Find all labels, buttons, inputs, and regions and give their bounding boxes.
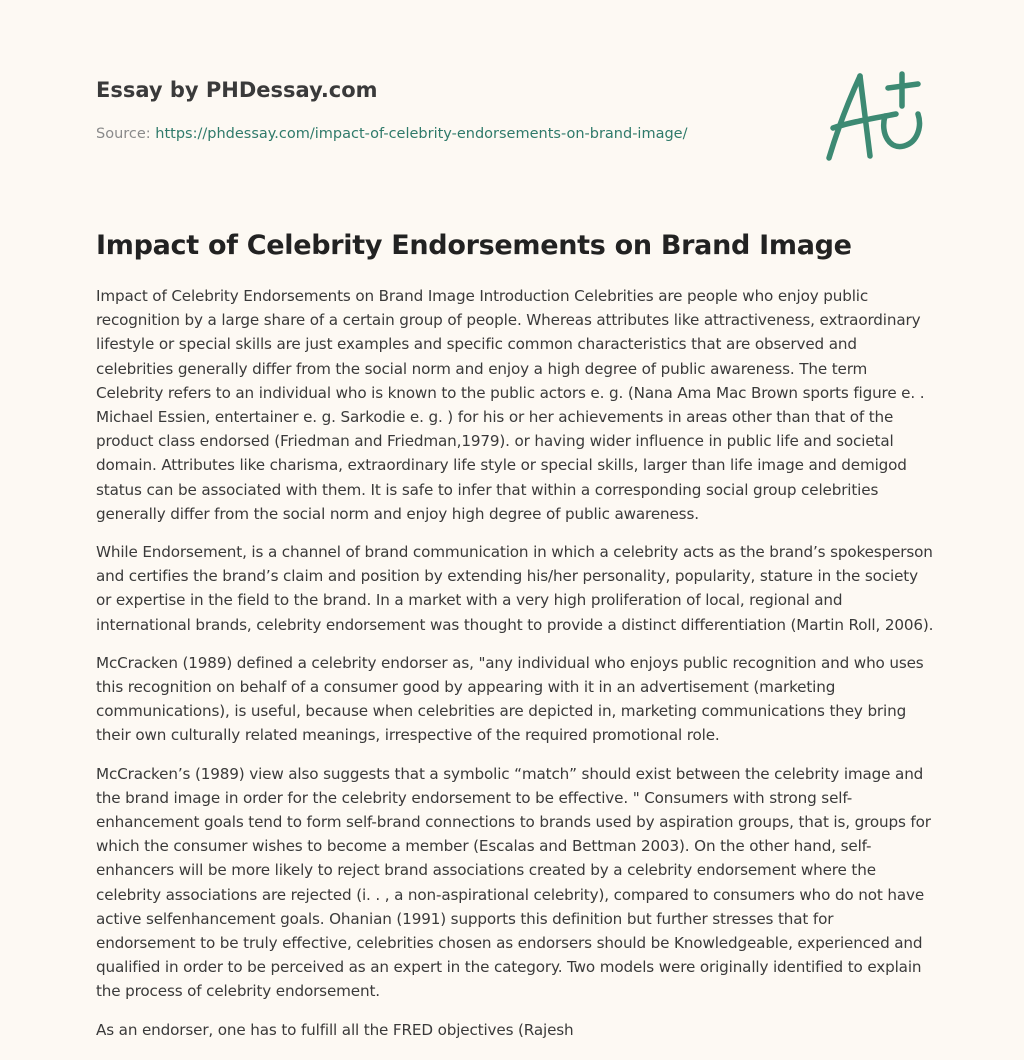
a-plus-logo-icon [818, 66, 934, 166]
paragraph: McCracken (1989) defined a celebrity endorser as, "any individual who enjoys public recognition and who uses this recognition on behalf of a consumer good by appearing with it in an advertisement (marketing communications), is useful, because when celebrities are depicted in, marketing communications they bring their own culturally related meanings, irrespective of the required promotional role. [96, 653, 924, 745]
source-line [96, 124, 796, 144]
paragraph: As an endorser, one has to fulfill all the FRED objectives (Rajesh [96, 1020, 574, 1039]
paragraph: While Endorsement, is a channel of brand communication in which a celebrity acts as the brand’s spokesperson and certifies the brand’s claim and position by extending his/her personality, popularity, stature in the society or expertise in the field to the brand. In a market with a very high proliferation of local, regional and international brands, celebrity endorsement was thought to provide a distinct differentiation (Martin Roll, 2006). [96, 543, 934, 634]
essay-body [96, 284, 934, 1056]
source-link[interactable]: https://phdessay.com/impact-of-celebrity-endorsements-on-brand-image/ [155, 126, 688, 142]
source-label: Source: [96, 126, 151, 142]
essay-title: Impact of Celebrity Endorsements on Brand Image [96, 230, 852, 261]
paragraph: McCracken’s (1989) view also suggests that a symbolic “match” should exist between the celebrity image and the brand image in order for the celebrity endorsement to be effective. " Consumers with strong self-enhancement goals tend to form self-brand connections to brands used by aspiration groups, that is, groups for which the consumer wishes to become a member (Escalas and Bettman 2003). On the other hand, self-enhancers will be more likely to reject brand associations created by a celebrity endorsement where the celebrity associations are rejected (i. . , a non-aspirational celebrity), compared to consumers who do not have active selfenhancement goals. Ohanian (1991) supports this definition but further stresses that for endorsement to be truly effective, celebrities chosen as endorsers should be Knowledgeable, experienced and qualified in order to be perceived as an expert in the category. Two models were originally identified to explain the process of celebrity endorsement. [96, 764, 931, 1001]
paragraph: Impact of Celebrity Endorsements on Brand Image Introduction Celebrities are people who enjoy public recognition by a large share of a certain group of people. Whereas attributes like attractiveness, extraordinary lifestyle or special skills are just examples and specific common characteristics that are observed and celebrities generally differ from the social norm and enjoy a high degree of public awareness. The term Celebrity refers to an individual who is known to the public actors e. g. (Nana Ama Mac Brown sports figure e. . Michael Essien, entertainer e. g. Sarkodie e. g. ) for his or her achievements in areas other than that of the product class endorsed (Friedman and Friedman,1979). or having wider influence in public life and societal domain. Attributes like charisma, extraordinary life style or special skills, larger than life image and demigod status can be associated with them. It is safe to infer that within a corresponding social group celebrities generally differ from the social norm and enjoy high degree of public awareness. [96, 287, 925, 523]
header [96, 76, 796, 144]
site-title: Essay by PHDessay.com [96, 78, 378, 102]
